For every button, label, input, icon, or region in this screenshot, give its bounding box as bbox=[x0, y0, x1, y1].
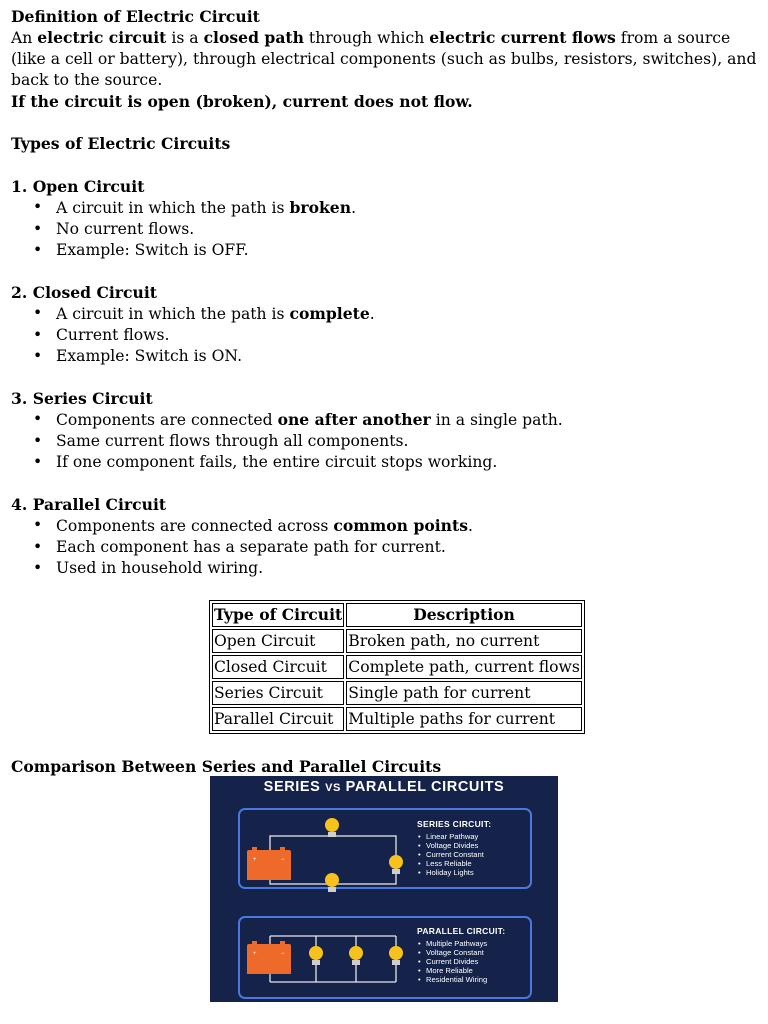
table-row bbox=[212, 707, 582, 731]
list-item: • Components are connected across common points. bbox=[0, 515, 473, 537]
list-item: • If one component fails, the entire circuit stops working. bbox=[0, 452, 563, 473]
parallel-panel-list bbox=[417, 939, 505, 984]
table-cell: Series Circuit bbox=[212, 681, 344, 705]
list-item: • Same current flows through all components. bbox=[0, 431, 563, 452]
open-circuit-note: If the circuit is open (broken), current does not flow. bbox=[11, 92, 473, 111]
list-item: • Holiday Lights bbox=[417, 868, 491, 877]
table-row bbox=[212, 655, 582, 679]
intro-text: from a source (like a cell or battery), through electrical components (such as bulbs, resistors, switches), and back to the source. bbox=[11, 29, 757, 90]
list-item: • Current Divides bbox=[417, 957, 505, 966]
list-item: • Each component has a separate path for current. bbox=[0, 537, 473, 558]
table-row bbox=[212, 681, 582, 705]
table-header-cell: Description bbox=[346, 603, 582, 627]
definition-paragraph bbox=[11, 27, 761, 92]
svg-text:−: − bbox=[281, 857, 285, 863]
intro-bold-term: electric circuit bbox=[37, 28, 167, 47]
list-item: • Current Constant bbox=[417, 850, 491, 859]
list-item: • A circuit in which the path is complete. bbox=[0, 303, 375, 325]
table-cell: Complete path, current flows bbox=[346, 655, 582, 679]
table-cell: Open Circuit bbox=[212, 629, 344, 653]
intro-bold-term: closed path bbox=[203, 28, 304, 47]
light-bulb-icon bbox=[389, 855, 403, 874]
table-cell: Multiple paths for current bbox=[346, 707, 582, 731]
table-cell: Closed Circuit bbox=[212, 655, 344, 679]
battery-icon bbox=[247, 941, 291, 974]
list-item: • Current flows. bbox=[0, 325, 375, 346]
list-item: • Residential Wiring bbox=[417, 975, 505, 984]
series-panel-list bbox=[417, 832, 491, 877]
battery-icon bbox=[247, 847, 291, 880]
parallel-panel-heading: PARALLEL CIRCUIT: bbox=[417, 926, 506, 936]
circuit-types-table bbox=[209, 600, 585, 734]
closed-circuit-list bbox=[0, 303, 375, 368]
list-item: • Components are connected one after another in a single path. bbox=[0, 409, 563, 431]
closed-circuit-heading: 2. Closed Circuit bbox=[11, 283, 157, 302]
open-circuit-heading: 1. Open Circuit bbox=[11, 177, 145, 196]
list-item: • No current flows. bbox=[0, 219, 356, 240]
list-item: • Example: Switch is OFF. bbox=[0, 240, 356, 261]
light-bulb-icon bbox=[389, 946, 403, 965]
svg-text:+: + bbox=[253, 951, 257, 957]
parallel-circuit-list bbox=[0, 515, 473, 580]
infographic-title: SERIES VS PARALLEL CIRCUITS bbox=[263, 779, 505, 795]
list-item: • More Reliable bbox=[417, 966, 505, 975]
list-item: • A circuit in which the path is broken. bbox=[0, 197, 356, 219]
parallel-panel-text bbox=[417, 926, 505, 984]
intro-text: through which bbox=[303, 29, 430, 47]
list-item: • Used in household wiring. bbox=[0, 558, 473, 579]
table-cell: Broken path, no current bbox=[346, 629, 582, 653]
series-circuit-heading: 3. Series Circuit bbox=[11, 389, 153, 408]
table-header-row bbox=[212, 603, 582, 627]
light-bulb-icon bbox=[325, 873, 339, 892]
list-item: • Example: Switch is ON. bbox=[0, 346, 375, 367]
table-cell: Parallel Circuit bbox=[212, 707, 344, 731]
definition-heading: Definition of Electric Circuit bbox=[11, 7, 260, 26]
light-bulb-icon bbox=[309, 946, 323, 965]
list-item: • Less Reliable bbox=[417, 859, 491, 868]
series-vs-parallel-infographic bbox=[210, 776, 558, 1002]
list-item: • Voltage Divides bbox=[417, 841, 491, 850]
table-cell: Single path for current bbox=[346, 681, 582, 705]
list-item: • Linear Pathway bbox=[417, 832, 491, 841]
svg-text:+: + bbox=[253, 857, 257, 863]
series-panel-heading: SERIES CIRCUIT: bbox=[417, 819, 492, 829]
infographic-drawing bbox=[210, 776, 558, 1002]
parallel-circuit-heading: 4. Parallel Circuit bbox=[11, 495, 167, 514]
list-item: • Voltage Constant bbox=[417, 948, 505, 957]
table-row bbox=[212, 629, 582, 653]
intro-bold-term: electric current flows bbox=[429, 28, 616, 47]
intro-text: An bbox=[11, 29, 38, 47]
table-header-cell: Type of Circuit bbox=[212, 603, 344, 627]
series-circuit-list bbox=[0, 409, 563, 474]
series-panel-text bbox=[417, 819, 491, 877]
light-bulb-icon bbox=[325, 818, 339, 837]
list-item: • Multiple Pathways bbox=[417, 939, 505, 948]
types-heading: Types of Electric Circuits bbox=[11, 134, 231, 153]
comparison-heading: Comparison Between Series and Parallel Circuits bbox=[11, 757, 442, 776]
svg-text:−: − bbox=[281, 951, 285, 957]
intro-text: is a bbox=[166, 29, 204, 47]
open-circuit-list bbox=[0, 197, 356, 262]
light-bulb-icon bbox=[349, 946, 363, 965]
